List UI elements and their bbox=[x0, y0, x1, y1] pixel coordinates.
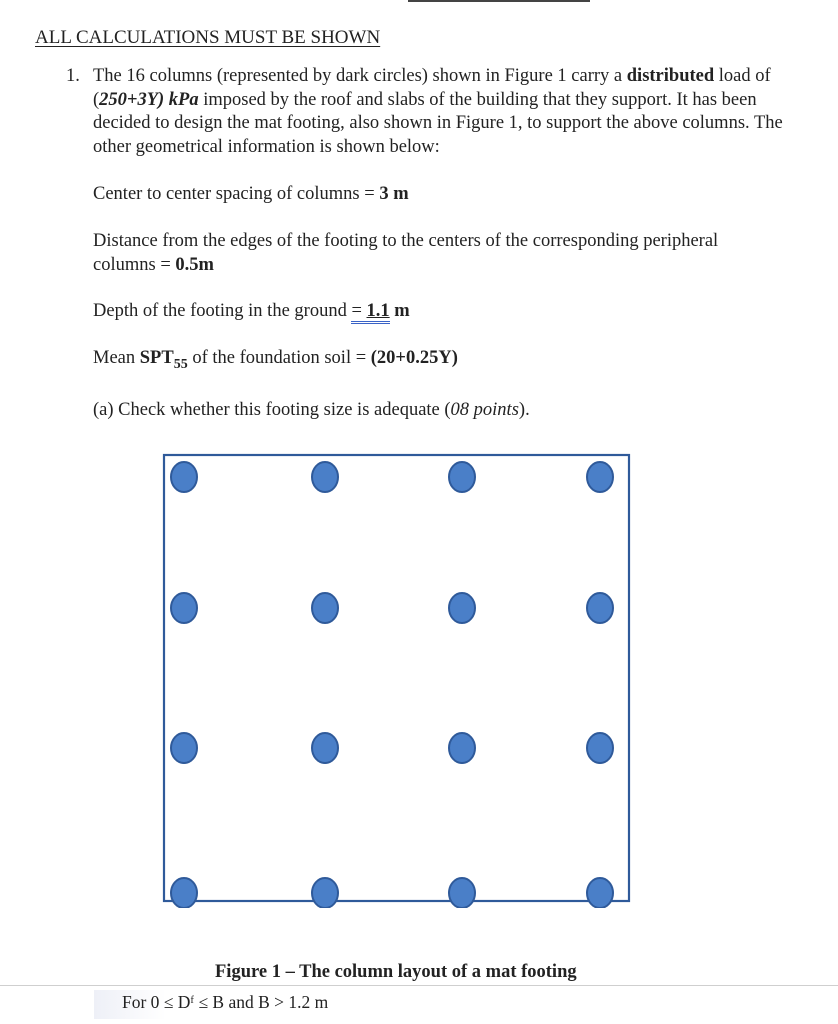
column-circle bbox=[449, 462, 475, 492]
column-circle bbox=[312, 593, 338, 623]
column-circle bbox=[449, 878, 475, 908]
column-circle bbox=[171, 462, 197, 492]
top-rule bbox=[408, 0, 590, 2]
question-intro: The 16 columns (represented by dark circles) shown in Figure 1 carry a distributed load of (250+3Y) kPa imposed by the roof and slabs of the building that they support. It has been decided to design the mat footing, also shown in Figure 1, to support the above columns. The other geometrical information is shown below: bbox=[93, 66, 783, 157]
figure-caption: Figure 1 – The column layout of a mat footing bbox=[215, 962, 577, 982]
edge-distance-spec: Distance from the edges of the footing to the centers of the corresponding peripheral columns = 0.5m bbox=[93, 231, 719, 275]
column-circle bbox=[587, 733, 613, 763]
depth-spec: Depth of the footing in the ground = 1.1 m bbox=[93, 300, 783, 324]
footing-diagram bbox=[162, 453, 632, 908]
column-circle bbox=[171, 878, 197, 908]
column-circle bbox=[171, 733, 197, 763]
column-circle bbox=[587, 462, 613, 492]
column-circle bbox=[312, 462, 338, 492]
column-circle bbox=[587, 593, 613, 623]
question-number: 1. bbox=[66, 66, 80, 86]
bottom-rule bbox=[0, 985, 838, 986]
part-a: (a) Check whether this footing size is adequate (08 points). bbox=[93, 400, 530, 420]
column-circle bbox=[587, 878, 613, 908]
column-circle bbox=[312, 878, 338, 908]
spt-spec: Mean $SPT_{55}$ of the foundation soil = (20+0.25Y) bbox=[93, 348, 458, 372]
mat-footing-figure bbox=[162, 453, 632, 908]
page-heading: ALL CALCULATIONS MUST BE SHOWN bbox=[35, 27, 381, 48]
column-circle bbox=[171, 593, 197, 623]
spacing-spec: Center to center spacing of columns = 3 m bbox=[93, 184, 409, 204]
footing-outline bbox=[164, 455, 629, 901]
bearing-formula-condition: For 0 ≤ Dᶠ ≤ B and B > 1.2 m bbox=[94, 990, 334, 1019]
column-circle bbox=[312, 733, 338, 763]
column-circle bbox=[449, 733, 475, 763]
question-1 bbox=[66, 65, 786, 159]
column-circle bbox=[449, 593, 475, 623]
